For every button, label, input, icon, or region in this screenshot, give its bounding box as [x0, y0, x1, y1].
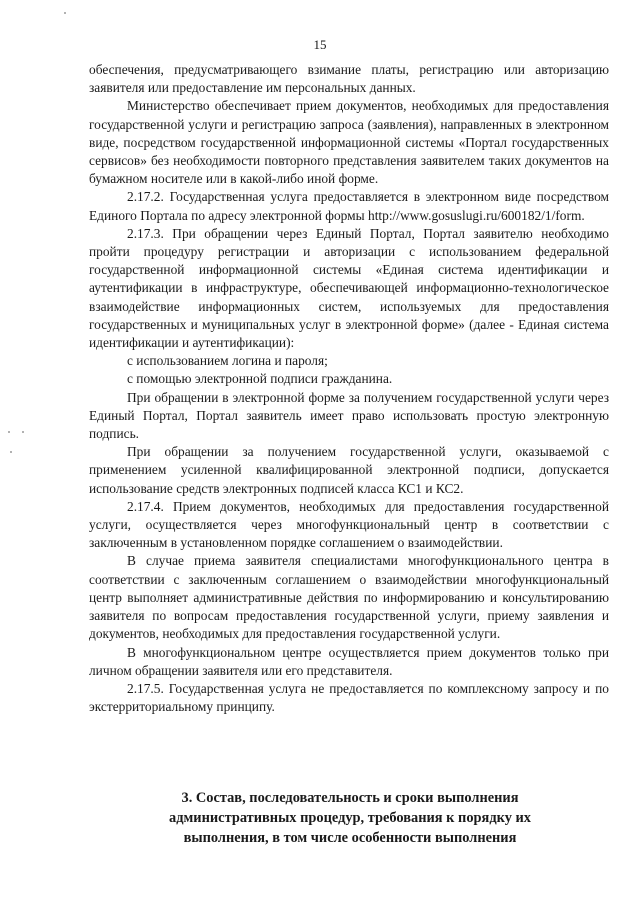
page-number: 15 — [313, 37, 327, 52]
paragraph-2-17-2: 2.17.2. Государственная услуга предоставляется в электронном виде посредством Единого Портала по адресу электронной формы http://www.gosuslugi.ru/600182/1/form. — [89, 189, 609, 223]
paragraph: При обращении за получением государственной услуги, оказываемой с применением усиленной квалифицированной электронной подписи, допускается использование средств электронных подписей класса КС1 и КС2. — [89, 444, 609, 496]
list-item: с помощью электронной подписи гражданина. — [127, 371, 393, 387]
list-item: с использованием логина и пароля; — [127, 353, 328, 369]
paragraph: обеспечения, предусматривающего взимание платы, регистрацию или авторизацию заявителя или предоставление им персональных данных. — [89, 62, 609, 96]
paragraph-2-17-3: 2.17.3. При обращении через Единый Портал, Портал заявителю необходимо пройти процедуру регистрации и авторизации с использованием федеральной государственной информационной системы «Единая система идентификации и аутентификации в инфраструктуре, обеспечивающей информационно-технологическое взаимодействие информационных систем, используемых для предоставления государственных и муниципальных услуг в электронной форме» (далее - Единая система идентификации и аутентификации): — [89, 225, 609, 351]
paragraph-2-17-4: 2.17.4. Прием документов, необходимых для предоставления государственной услуги, осуществляется через многофункциональный центр в соответствии с заключенным в установленном порядке соглашением о взаимодействии. — [89, 498, 609, 551]
document-body — [89, 61, 609, 716]
scan-artifact — [8, 431, 10, 433]
paragraph: Министерство обеспечивает прием документов, необходимых для предоставления государственной услуги и регистрацию запроса (заявления), направленных в электронном виде, посредством государственной информационной системы «Портал государственных сервисов» без необходимости повторного представления заявителем таких документов на бумажном носителе или в какой-либо иной форме. — [89, 98, 609, 187]
scan-artifact — [10, 451, 12, 453]
paragraph: При обращении в электронной форме за получением государственной услуги через Единый Портал, Портал заявитель имеет право использовать простую электронную подпись. — [89, 389, 609, 442]
scan-artifact — [64, 12, 66, 14]
scan-artifact — [22, 431, 24, 433]
paragraph: В случае приема заявителя специалистами многофункционального центра в соответствии с заключенным соглашением о взаимодействии многофункциональный центр выполняет административные действия по информированию и консультированию заявителя по вопросам предоставления государственной услуги, приему заявления и документов, необходимых для предоставления государственной услуги. — [89, 553, 609, 642]
paragraph: В многофункциональном центре осуществляется прием документов только при личном обращении заявителя или его представителя. — [89, 644, 609, 678]
section-heading — [120, 788, 580, 848]
heading-line: 3. Состав, последовательность и сроки выполнения — [181, 790, 519, 806]
heading-line: выполнения, в том числе особенности выполнения — [183, 830, 517, 846]
heading-line: административных процедур, требования к порядку их — [169, 810, 531, 826]
paragraph-2-17-5: 2.17.5. Государственная услуга не предоставляется по комплексному запросу и по экстерриториальному принципу. — [89, 680, 609, 715]
